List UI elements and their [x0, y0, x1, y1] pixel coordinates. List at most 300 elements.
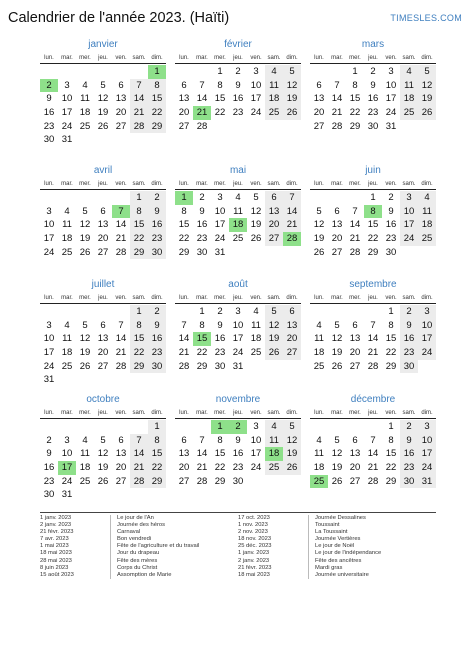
day-cell: 26 — [283, 461, 301, 475]
day-cell: 7 — [370, 319, 376, 331]
empty-cell — [112, 65, 130, 79]
day-cell: 16 — [385, 219, 397, 231]
day-cell: 20 — [265, 218, 283, 232]
weekday-label: mer. — [349, 295, 361, 301]
weekday-label: jeu. — [98, 410, 108, 416]
weekday-label: ven. — [115, 55, 127, 61]
day-cell: 21 — [115, 233, 127, 245]
day-cell: 11 — [314, 333, 324, 345]
day-cell: 11 — [233, 205, 243, 217]
day-cell: 21 — [331, 107, 343, 119]
day-cell: 28 — [331, 120, 343, 132]
day-cell: 4 — [64, 319, 70, 331]
day-cell: 3 — [253, 66, 259, 77]
month-calendar — [40, 38, 166, 147]
day-cell: 15 — [130, 218, 148, 232]
day-cell: 10 — [418, 434, 436, 448]
day-cell: 13 — [115, 93, 127, 105]
holiday-day-cell: 2 — [229, 420, 247, 434]
weekday-label: sam. — [132, 410, 146, 416]
holiday-name: Assomption de Marie — [117, 571, 172, 578]
weekday-label: dim. — [286, 295, 298, 301]
month-calendar — [175, 393, 301, 488]
day-cell: 24 — [232, 347, 244, 359]
holiday-day-cell: 2 — [40, 79, 58, 93]
day-cell: 15 — [148, 447, 166, 461]
day-cell: 18 — [79, 462, 91, 474]
month-name: avril — [93, 165, 113, 176]
weekday-label: dim. — [421, 295, 433, 301]
day-cell: 22 — [367, 233, 379, 245]
weekday-label: mar. — [61, 55, 73, 61]
holiday-day-cell: 21 — [193, 106, 211, 120]
day-cell: 10 — [43, 333, 55, 345]
empty-cell — [94, 191, 112, 205]
month-calendar — [175, 278, 301, 373]
holiday-date: 1 janv. 2023 — [238, 550, 270, 557]
day-cell: 16 — [214, 333, 226, 345]
day-cell: 23 — [232, 107, 244, 119]
empty-cell — [130, 65, 148, 79]
day-cell: 6 — [181, 434, 187, 446]
day-cell: 24 — [385, 107, 397, 119]
day-cell: 15 — [130, 332, 148, 346]
day-cell: 31 — [418, 475, 436, 489]
weekday-label: jeu. — [233, 295, 243, 301]
weekday-label: lun. — [314, 410, 324, 416]
day-cell: 12 — [331, 333, 343, 345]
holiday-name: Le jour de l'An — [117, 515, 154, 521]
day-cell: 18 — [400, 92, 418, 106]
day-cell: 16 — [43, 462, 55, 474]
day-cell: 8 — [181, 205, 187, 217]
day-cell: 26 — [418, 106, 436, 120]
day-cell: 24 — [61, 120, 73, 132]
weekday-label: mar. — [331, 410, 343, 416]
day-cell: 26 — [79, 246, 91, 258]
day-cell: 17 — [61, 107, 73, 119]
day-cell: 27 — [349, 475, 361, 487]
day-cell: 22 — [349, 107, 361, 119]
weekday-label: jeu. — [368, 181, 378, 187]
day-cell: 28 — [115, 246, 127, 258]
weekday-label: jeu. — [98, 295, 108, 301]
page-header — [8, 10, 466, 30]
day-cell: 9 — [370, 79, 376, 91]
day-cell: 22 — [196, 347, 208, 359]
holiday-day-cell: 1 — [148, 65, 166, 79]
day-cell: 30 — [43, 489, 55, 501]
holiday-date: 8 juin 2023 — [40, 564, 69, 571]
day-cell: 19 — [79, 347, 91, 359]
day-cell: 25 — [79, 475, 91, 487]
empty-cell — [76, 65, 94, 79]
day-cell: 24 — [43, 246, 55, 258]
empty-cell — [130, 420, 148, 434]
day-cell: 4 — [82, 434, 88, 446]
day-cell: 22 — [214, 462, 226, 474]
weekday-label: jeu. — [98, 55, 108, 61]
day-cell: 10 — [400, 205, 418, 219]
day-cell: 13 — [283, 319, 301, 333]
day-cell: 16 — [196, 219, 208, 231]
day-cell: 5 — [283, 420, 301, 434]
day-grid — [310, 64, 436, 133]
day-cell: 12 — [283, 434, 301, 448]
day-grid — [40, 64, 166, 147]
weekday-label: lun. — [44, 410, 54, 416]
month-name: décembre — [350, 394, 396, 405]
day-cell: 6 — [118, 434, 124, 446]
empty-cell — [94, 65, 112, 79]
day-cell: 23 — [367, 107, 379, 119]
day-cell: 17 — [43, 347, 55, 359]
month-calendar — [310, 164, 436, 259]
day-cell: 30 — [400, 360, 418, 374]
weekday-label: sam. — [267, 410, 281, 416]
holiday-day-cell: 8 — [364, 205, 382, 219]
weekday-label: ven. — [385, 55, 397, 61]
day-cell: 23 — [43, 120, 55, 132]
day-cell: 14 — [178, 333, 190, 345]
weekday-label: sam. — [402, 55, 416, 61]
day-cell: 2 — [148, 305, 166, 319]
month-calendar — [310, 278, 436, 373]
day-cell: 14 — [283, 205, 301, 219]
day-cell: 19 — [79, 233, 91, 245]
weekday-label: sam. — [267, 55, 281, 61]
empty-cell — [112, 305, 130, 319]
month-name: octobre — [86, 394, 120, 405]
weekday-label: dim. — [421, 55, 433, 61]
day-cell: 3 — [235, 306, 241, 317]
day-cell: 9 — [199, 205, 205, 217]
month-calendar — [40, 278, 166, 387]
day-cell: 2 — [46, 434, 52, 446]
day-cell: 28 — [196, 120, 208, 132]
empty-cell — [94, 305, 112, 319]
holiday-date: 18 mai 2023 — [40, 550, 72, 557]
day-cell: 6 — [352, 319, 358, 331]
day-cell: 22 — [178, 233, 190, 245]
day-cell: 19 — [331, 347, 343, 359]
day-cell: 20 — [349, 347, 361, 359]
month-name: février — [224, 39, 252, 50]
day-cell: 27 — [331, 246, 343, 258]
day-cell: 10 — [61, 448, 73, 460]
page-title: Calendrier de l'année 2023. (Haïti) — [8, 10, 230, 26]
day-cell: 30 — [196, 246, 208, 258]
day-cell: 16 — [148, 218, 166, 232]
empty-cell — [58, 305, 76, 319]
day-grid — [310, 304, 436, 373]
day-cell: 10 — [385, 79, 397, 91]
day-cell: 5 — [283, 65, 301, 79]
weekday-label: dim. — [421, 181, 433, 187]
weekday-label: dim. — [286, 410, 298, 416]
day-cell: 13 — [97, 333, 109, 345]
day-cell: 23 — [196, 233, 208, 245]
day-cell: 29 — [349, 120, 361, 132]
day-cell: 20 — [313, 107, 325, 119]
day-cell: 4 — [265, 420, 283, 434]
brand-logo-text[interactable]: TIMESLES.COM — [390, 13, 462, 23]
day-cell: 7 — [370, 434, 376, 446]
day-cell: 7 — [352, 205, 358, 217]
day-cell: 20 — [115, 462, 127, 474]
day-cell: 9 — [217, 319, 223, 331]
holiday-date: 18 nov. 2023 — [238, 536, 272, 543]
holiday-date: 21 févr. 2023 — [40, 529, 74, 536]
day-cell: 20 — [178, 462, 190, 474]
day-cell: 12 — [250, 205, 262, 217]
weekday-header — [310, 52, 436, 64]
month-name: novembre — [215, 394, 261, 405]
day-cell: 15 — [214, 93, 226, 105]
weekday-label: mer. — [214, 55, 226, 61]
month-name: juin — [365, 165, 381, 176]
weekday-header — [310, 178, 436, 190]
empty-cell — [328, 305, 346, 319]
holiday-date: 1 nov. 2023 — [238, 522, 268, 529]
day-cell: 21 — [130, 461, 148, 475]
day-cell: 10 — [232, 319, 244, 331]
weekday-label: lun. — [179, 295, 189, 301]
day-cell: 7 — [199, 434, 205, 446]
day-cell: 17 — [232, 333, 244, 345]
day-cell: 14 — [196, 93, 208, 105]
day-cell: 2 — [400, 305, 418, 319]
day-cell: 2 — [388, 192, 394, 203]
day-cell: 11 — [62, 219, 72, 231]
day-cell: 24 — [250, 107, 262, 119]
day-cell: 16 — [232, 448, 244, 460]
day-cell: 9 — [400, 319, 418, 333]
day-cell: 12 — [418, 79, 436, 93]
weekday-header — [175, 292, 301, 304]
day-cell: 18 — [313, 347, 325, 359]
holiday-day-cell: 25 — [310, 475, 328, 489]
day-cell: 20 — [331, 233, 343, 245]
day-cell: 21 — [178, 347, 190, 359]
weekday-header — [310, 407, 436, 419]
day-cell: 25 — [400, 106, 418, 120]
weekday-label: sam. — [132, 295, 146, 301]
weekday-label: sam. — [402, 181, 416, 187]
day-cell: 19 — [331, 462, 343, 474]
month-calendar — [310, 393, 436, 488]
empty-cell — [310, 191, 328, 205]
empty-cell — [346, 420, 364, 434]
day-cell: 24 — [61, 475, 73, 487]
day-cell: 21 — [367, 462, 379, 474]
day-cell: 12 — [313, 219, 325, 231]
day-cell: 15 — [349, 93, 361, 105]
empty-cell — [58, 191, 76, 205]
day-cell: 26 — [313, 246, 325, 258]
day-cell: 18 — [313, 462, 325, 474]
day-cell: 5 — [82, 205, 88, 217]
weekday-label: lun. — [179, 181, 189, 187]
day-cell: 18 — [418, 218, 436, 232]
day-cell: 2 — [199, 192, 205, 203]
day-cell: 8 — [388, 434, 394, 446]
holiday-names-right — [308, 515, 436, 579]
weekday-label: sam. — [267, 181, 281, 187]
day-cell: 5 — [253, 192, 259, 203]
empty-cell — [328, 420, 346, 434]
day-cell: 5 — [334, 434, 340, 446]
day-cell: 5 — [82, 319, 88, 331]
day-cell: 8 — [217, 79, 223, 91]
day-grid — [40, 304, 166, 387]
day-cell: 3 — [64, 434, 70, 446]
day-cell: 14 — [130, 92, 148, 106]
day-grid — [40, 419, 166, 502]
holiday-date: 28 mai 2023 — [40, 557, 72, 564]
day-cell: 28 — [367, 475, 379, 487]
day-cell: 23 — [214, 347, 226, 359]
holiday-name: Fête de l'agriculture et du travail — [117, 543, 200, 550]
holiday-name: Le jour de l'indépendance — [315, 550, 382, 557]
day-cell: 15 — [385, 333, 397, 345]
day-cell: 8 — [199, 319, 205, 331]
weekday-label: dim. — [151, 295, 163, 301]
day-cell: 23 — [148, 232, 166, 246]
day-cell: 28 — [130, 120, 148, 134]
weekday-label: mar. — [61, 410, 73, 416]
day-cell: 3 — [418, 420, 436, 434]
holiday-name: La Toussaint — [315, 529, 348, 536]
day-grid — [40, 190, 166, 259]
day-cell: 31 — [61, 489, 73, 501]
holiday-name: Journée universitaire — [315, 571, 369, 578]
day-cell: 25 — [313, 360, 325, 372]
day-cell: 7 — [181, 319, 187, 331]
day-cell: 23 — [400, 461, 418, 475]
day-grid — [175, 190, 301, 259]
day-cell: 8 — [217, 434, 223, 446]
weekday-label: ven. — [115, 295, 127, 301]
holiday-date: 15 août 2023 — [40, 571, 74, 578]
day-cell: 12 — [331, 448, 343, 460]
day-cell: 14 — [130, 447, 148, 461]
day-cell: 18 — [61, 347, 73, 359]
day-cell: 21 — [196, 462, 208, 474]
day-cell: 8 — [130, 319, 148, 333]
weekday-label: jeu. — [368, 410, 378, 416]
weekday-label: mer. — [214, 295, 226, 301]
day-cell: 31 — [61, 134, 73, 146]
day-cell: 14 — [115, 333, 127, 345]
day-cell: 9 — [400, 434, 418, 448]
day-cell: 15 — [148, 92, 166, 106]
day-cell: 4 — [265, 65, 283, 79]
day-cell: 2 — [235, 66, 241, 77]
day-cell: 23 — [148, 346, 166, 360]
month-name: janvier — [88, 39, 118, 50]
day-cell: 3 — [418, 305, 436, 319]
empty-cell — [310, 420, 328, 434]
day-cell: 30 — [214, 360, 226, 372]
day-grid — [175, 304, 301, 373]
month-name: mai — [229, 165, 247, 176]
weekday-label: mer. — [349, 55, 361, 61]
month-name: septembre — [349, 279, 397, 290]
day-cell: 18 — [79, 107, 91, 119]
day-cell: 9 — [148, 205, 166, 219]
day-cell: 10 — [418, 319, 436, 333]
weekday-label: lun. — [179, 55, 189, 61]
day-cell: 13 — [349, 333, 361, 345]
day-cell: 27 — [265, 232, 283, 246]
day-cell: 23 — [43, 475, 55, 487]
day-cell: 31 — [232, 360, 244, 372]
day-cell: 11 — [62, 333, 72, 345]
day-cell: 13 — [178, 448, 190, 460]
day-cell: 4 — [82, 79, 88, 91]
day-cell: 17 — [400, 218, 418, 232]
empty-cell — [112, 420, 130, 434]
day-cell: 4 — [316, 434, 322, 446]
day-cell: 21 — [115, 347, 127, 359]
weekday-label: sam. — [267, 295, 281, 301]
weekday-label: mar. — [61, 295, 73, 301]
weekday-header — [310, 292, 436, 304]
day-cell: 27 — [349, 360, 361, 372]
weekday-label: mar. — [331, 295, 343, 301]
day-cell: 19 — [97, 107, 109, 119]
holiday-name: Corps du Christ — [117, 564, 158, 571]
empty-cell — [364, 420, 382, 434]
day-cell: 4 — [253, 306, 259, 317]
holiday-day-cell: 1 — [175, 191, 193, 205]
day-cell: 10 — [61, 93, 73, 105]
weekday-label: ven. — [250, 55, 262, 61]
day-cell: 16 — [232, 93, 244, 105]
day-cell: 21 — [349, 233, 361, 245]
day-cell: 1 — [130, 191, 148, 205]
day-cell: 22 — [130, 232, 148, 246]
day-cell: 10 — [43, 219, 55, 231]
day-cell: 4 — [418, 191, 436, 205]
day-cell: 1 — [199, 306, 205, 317]
day-cell: 25 — [79, 120, 91, 132]
day-cell: 26 — [331, 360, 343, 372]
day-cell: 1 — [148, 420, 166, 434]
weekday-label: dim. — [151, 55, 163, 61]
weekday-header — [175, 52, 301, 64]
day-cell: 6 — [352, 434, 358, 446]
day-cell: 14 — [367, 448, 379, 460]
weekday-label: lun. — [44, 295, 54, 301]
day-cell: 2 — [400, 420, 418, 434]
empty-cell — [310, 305, 328, 319]
day-cell: 9 — [148, 319, 166, 333]
day-cell: 15 — [385, 448, 397, 460]
weekday-label: jeu. — [368, 295, 378, 301]
day-cell: 24 — [400, 232, 418, 246]
holiday-date: 2 janv. 2023 — [40, 522, 72, 529]
day-cell: 23 — [400, 346, 418, 360]
day-cell: 31 — [385, 120, 397, 132]
holiday-name: Carnaval — [117, 529, 141, 536]
day-cell: 13 — [313, 93, 325, 105]
weekday-label: mer. — [349, 410, 361, 416]
day-cell: 23 — [232, 462, 244, 474]
day-cell: 14 — [196, 448, 208, 460]
day-cell: 22 — [385, 347, 397, 359]
